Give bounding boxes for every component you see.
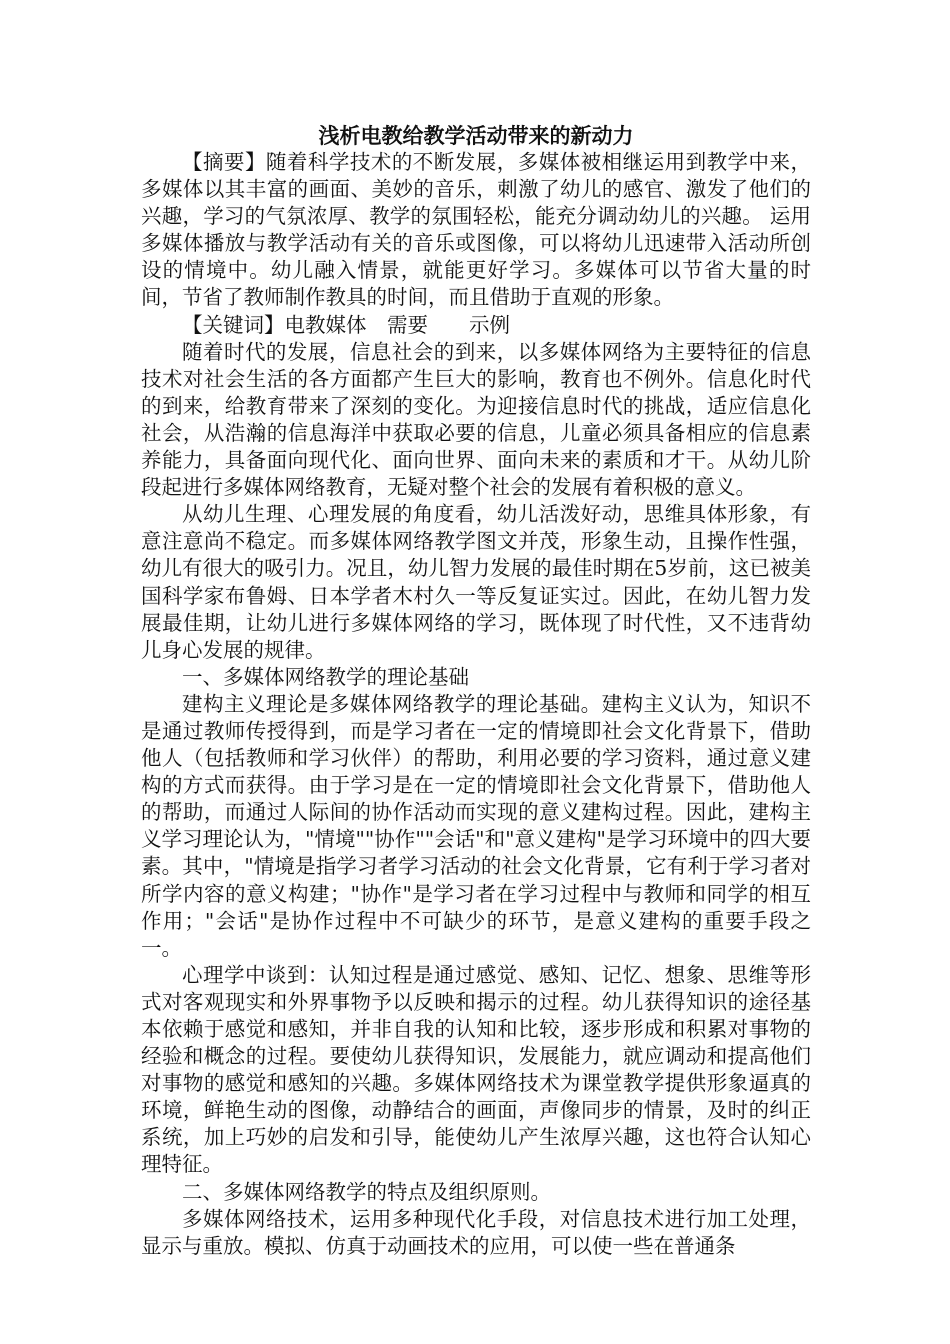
body-paragraph: 建构主义理论是多媒体网络教学的理论基础。建构主义认为，知识不是通过教师传授得到，而是学习者在一定的情境即社会文化背景下，借助他人（包括教师和学习伙伴）的帮助，利用必要的学习资料，通过意义建构的方式而获得。由于学习是在一定的情境即社会文化背景下，借助他人的帮助，而通过人际间的协作活动而实现的意义建构过程。因此，建构主义学习理论认为，"情境""协作""会话"和"意义建构"是学习环境中的四大要素。其中，"情境是指学习者学习活动的社会文化背景，它有利于学习者对所学内容的意义构建；"协作"是学习者在学习过程中与教师和同学的相互作用；"会话"是协作过程中不可缺少的环节，是意义建构的重要手段之一。 xyxy=(141,691,811,960)
document-title: 浅析电教给教学活动带来的新动力 xyxy=(318,123,634,148)
body-paragraph: 心理学中谈到：认知过程是通过感觉、感知、记忆、想象、思维等形式对客观现实和外界事物予以反映和揭示的过程。幼儿获得知识的途径基本依赖于感觉和感知，并非自我的认知和比较，逐步形成和积累对事物的经验和概念的过程。要使幼儿获得知识，发展能力，就应调动和提高他们对事物的感觉和感知的兴趣。多媒体网络技术为课堂教学提供形象逼真的环境，鲜艳生动的图像，动静结合的画面，声像同步的情景，及时的纠正系统，加上巧妙的启发和引导，能使幼儿产生浓厚兴趣，这也符合认知心理特征。 xyxy=(141,962,811,1177)
abstract-paragraph: 【摘要】随着科学技术的不断发展，多媒体被相继运用到教学中来，多媒体以其丰富的画面、美妙的音乐，刺激了幼儿的感官、激发了他们的兴趣，学习的气氛浓厚、教学的氛围轻松，能充分调动幼儿的兴趣。 运用多媒体播放与教学活动有关的音乐或图像，可以将幼儿迅速带入活动所创设的情境中。幼儿融入情景，就能更好学习。多媒体可以节省大量的时间，节省了教师制作教具的时间，而且借助于直观的形象。 xyxy=(141,150,811,310)
section-heading-2: 二、多媒体网络教学的特点及组织原则。 xyxy=(182,1179,551,1204)
body-paragraph: 多媒体网络技术，运用多种现代化手段，对信息技术进行加工处理，显示与重放。模拟、仿真于动画技术的应用，可以使一些在普通条 xyxy=(141,1206,811,1258)
body-paragraph: 随着时代的发展，信息社会的到来，以多媒体网络为主要特征的信息技术对社会生活的各方面都产生巨大的影响，教育也不例外。信息化时代的到来，给教育带来了深刻的变化。为迎接信息时代的挑战，适应信息化社会，从浩瀚的信息海洋中获取必要的信息，儿童必须具备相应的信息素养能力，具备面向现代化、面向世界、面向未来的素质和才干。从幼儿阶段起进行多媒体网络教育，无疑对整个社会的发展有着积极的意义。 xyxy=(141,339,811,500)
section-heading-1: 一、多媒体网络教学的理论基础 xyxy=(182,664,469,689)
document-page xyxy=(141,122,811,1260)
keywords-line: 【关键词】电教媒体 需要 示例 xyxy=(182,312,510,337)
body-paragraph: 从幼儿生理、心理发展的角度看，幼儿活泼好动，思维具体形象，有意注意尚不稳定。而多媒体网络教学图文并茂，形象生动，且操作性强，幼儿有很大的吸引力。况且，幼儿智力发展的最佳时期在5岁前，这已被美国科学家布鲁姆、日本学者木村久一等反复证实过。因此，在幼儿智力发展最佳期，让幼儿进行多媒体网络的学习，既体现了时代性，又不违背幼儿身心发展的规律。 xyxy=(141,502,811,662)
